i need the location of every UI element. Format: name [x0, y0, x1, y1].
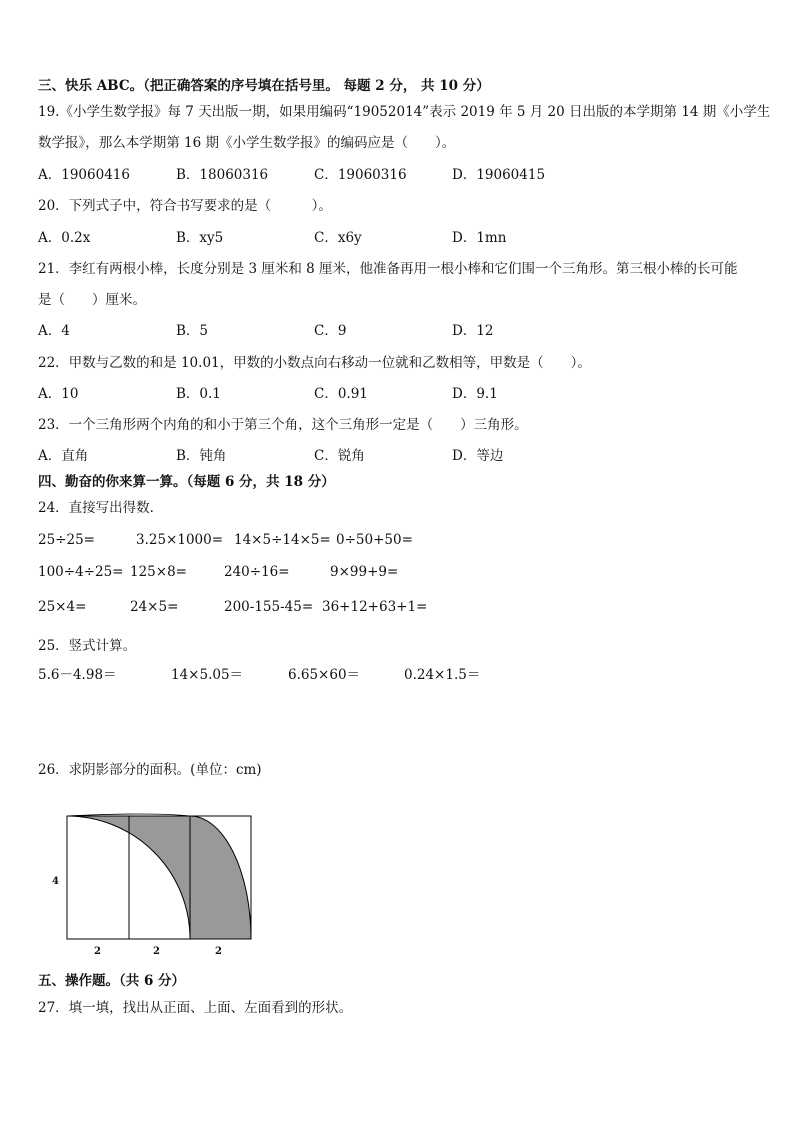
q23-option-a: A．直角: [38, 448, 89, 464]
q23-option-b: B．钝角: [176, 448, 227, 464]
q24-row2-item2: 125×8=: [130, 564, 187, 580]
q24-row3-item1: 25×4=: [38, 599, 87, 615]
q24-row3-item2: 24×5=: [130, 599, 179, 615]
outer-arc: [190, 816, 251, 939]
q19-option-b: B．18060316: [176, 167, 269, 183]
section5-title: 五、操作题。（共 6 分）: [38, 973, 186, 989]
section4-title: 四、勤奋的你来算一算。（每题 6 分，共 18 分）: [38, 474, 335, 490]
figure-height-label: 4: [52, 876, 59, 887]
q22-option-a: A．10: [38, 386, 79, 402]
q25-item4: 0.24×1.5＝: [404, 667, 481, 683]
q22-option-c: C．0.91: [314, 386, 368, 402]
q21-text-line2: 是（ ）厘米。: [38, 292, 146, 308]
q25-item2: 14×5.05＝: [171, 667, 244, 683]
q19-option-c: C．19060316: [314, 167, 407, 183]
q20-option-b: B．xy5: [176, 230, 224, 246]
q19-option-a: A．19060416: [38, 167, 130, 183]
figure-width-label-1: 2: [94, 946, 101, 957]
figure-width-label-2: 2: [153, 946, 160, 957]
q24-title: 24．直接写出得数．: [38, 500, 164, 516]
q19-text-line2: 数学报》，那么本学期第 16 期《小学生数学报》的编码应是（ ）。: [38, 135, 456, 151]
q21-option-a: A．4: [38, 323, 70, 339]
q21-option-b: B．5: [176, 323, 209, 339]
q25-item3: 6.65×60＝: [288, 667, 361, 683]
q20-option-d: D．1mn: [452, 230, 507, 246]
q23-option-d: D．等边: [452, 448, 504, 464]
q20-option-c: C．x6y: [314, 230, 362, 246]
q24-row2-item4: 9×99+9=: [330, 564, 399, 580]
q24-row1-item2: 3.25×1000=: [136, 532, 224, 548]
q27-title: 27．填一填，找出从正面、上面、左面看到的形状。: [38, 1000, 353, 1016]
q24-row3-item3: 200-155-45=: [224, 599, 314, 615]
q20-text: 20．下列式子中，符合书写要求的是（ ）。: [38, 198, 332, 214]
q24-row1-item4: 0÷50+50=: [336, 532, 413, 548]
q22-option-d: D．9.1: [452, 386, 498, 402]
q25-item1: 5.6－4.98＝: [38, 667, 117, 683]
figure-outer-rect: [67, 816, 251, 939]
q21-option-c: C．9: [314, 323, 347, 339]
q23-text: 23．一个三角形两个内角的和小于第三个角，这个三角形一定是（ ）三角形。: [38, 417, 528, 433]
q24-row2-item3: 240÷16=: [224, 564, 290, 580]
q24-row1-item3: 14×5÷14×5=: [234, 532, 331, 548]
inner-arc: [67, 816, 190, 939]
q23-option-c: C．锐角: [314, 448, 365, 464]
figure-width-label-3: 2: [215, 946, 222, 957]
top-sweep-arc: [67, 814, 190, 816]
shaded-region: [67, 816, 251, 939]
q24-row1-item1: 25÷25=: [38, 532, 95, 548]
q22-text: 22．甲数与乙数的和是 10.01，甲数的小数点向右移动一位就和乙数相等，甲数是（ ）。: [38, 355, 591, 371]
q20-option-a: A．0.2x: [38, 230, 91, 246]
q19-text-line1: 19.《小学生数学报》每 7 天出版一期，如果用编码“19052014”表示 2019 年 5 月 20 日出版的本学期第 14 期《小学生: [38, 104, 771, 120]
q21-option-d: D．12: [452, 323, 494, 339]
q26-title: 26．求阴影部分的面积。(单位：cm): [38, 762, 262, 778]
q21-text-line1: 21．李红有两根小棒，长度分别是 3 厘米和 8 厘米，他准备再用一根小棒和它们围一个三角形。第三根小棒的长可能: [38, 261, 738, 277]
q25-title: 25．竖式计算。: [38, 638, 137, 654]
q24-row2-item1: 100÷4÷25=: [38, 564, 124, 580]
q22-option-b: B．0.1: [176, 386, 221, 402]
q24-row3-item4: 36+12+63+1=: [322, 599, 428, 615]
section3-title: 三、快乐 ABC。（把正确答案的序号填在括号里。 每题 2 分， 共 10 分）: [38, 78, 490, 94]
q19-option-d: D．19060415: [452, 167, 546, 183]
